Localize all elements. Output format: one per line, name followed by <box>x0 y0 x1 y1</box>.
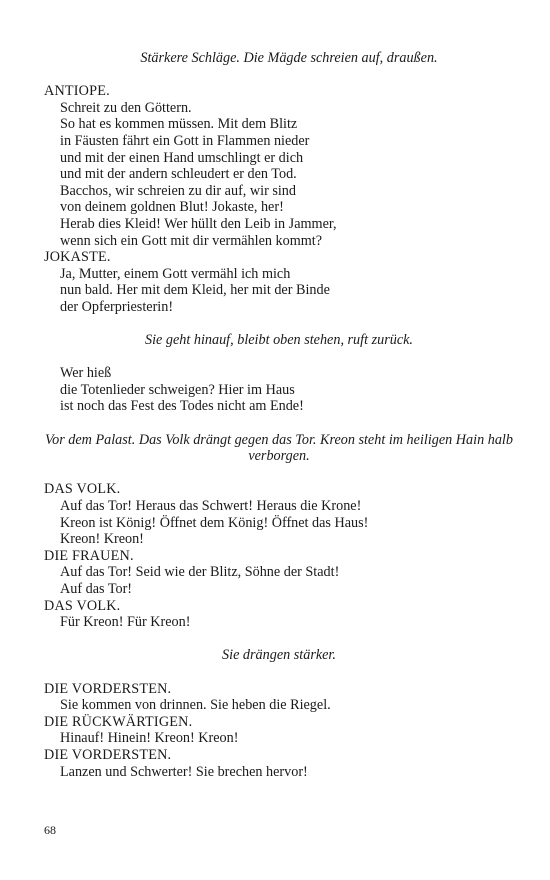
verse-line: Auf das Tor! <box>60 581 133 597</box>
speaker-die-frauen: DIE FRAUEN. <box>44 547 134 564</box>
verse-line: Schreit zu den Göttern. <box>60 99 192 116</box>
verse-line: Für Kreon! Für Kreon! <box>60 614 191 631</box>
verse-line: die Totenlieder schweigen? Hier im Haus <box>60 381 295 398</box>
spacer <box>44 316 514 333</box>
speaker-die-rueckwaertigen: DIE RÜCKWÄRTIGEN. <box>44 713 193 730</box>
verse-line: ist noch das Fest des Todes nicht am Ende! <box>60 398 304 415</box>
verse-line: Lanzen und Schwerter! Sie brechen hervor! <box>60 763 308 780</box>
verse-line: und mit der andern schleudert er den Tod. <box>60 166 297 183</box>
verse-line: Auf das Tor! Seid wie der Blitz, Söhne der Stadt! <box>60 564 340 581</box>
speaker-jokaste: JOKASTE. <box>44 249 111 266</box>
verse-line: Herab dies Kleid! Wer hüllt den Leib in Jammer, <box>60 215 337 232</box>
spacer <box>44 664 514 681</box>
stage-direction: Sie geht hinauf, bleibt oben stehen, ruft zurück. <box>145 332 413 349</box>
verse-line: Bacchos, wir schreien zu dir auf, wir sind <box>60 182 296 199</box>
speaker-die-vordersten: DIE VORDERSTEN. <box>44 680 172 697</box>
verse-line: Kreon! Kreon! <box>60 531 144 548</box>
verse-line: So hat es kommen müssen. Mit dem Blitz <box>60 116 298 133</box>
stage-direction-scene: Vor dem Palast. Das Volk drängt gegen das Tor. Kreon steht im heiligen Hain halb verborgen. <box>45 431 513 465</box>
page-number: 68 <box>44 823 56 837</box>
verse-line: Kreon ist König! Öffnet dem König! Öffnet das Haus! <box>60 514 369 531</box>
spacer <box>44 465 514 482</box>
verse-line: von deinem goldnen Blut! Jokaste, her! <box>60 199 284 216</box>
verse-line: nun bald. Her mit dem Kleid, her mit der Binde <box>60 282 330 299</box>
verse-line: wenn sich ein Gott mit dir vermählen kommt? <box>60 232 323 249</box>
verse-line: in Fäusten fährt ein Gott in Flammen nieder <box>60 132 310 149</box>
speaker-das-volk: DAS VOLK. <box>44 597 121 614</box>
spacer <box>44 415 514 432</box>
verse-line: Auf das Tor! Heraus das Schwert! Heraus die Krone! <box>60 498 362 515</box>
stage-direction: Stärkere Schläge. Die Mägde schreien auf, draußen. <box>140 50 438 66</box>
verse-line: und mit der einen Hand umschlingt er dich <box>60 149 304 166</box>
verse-line: Hinauf! Hinein! Kreon! Kreon! <box>60 730 239 747</box>
stage-direction: Sie drängen stärker. <box>222 647 336 664</box>
speaker-das-volk: DAS VOLK. <box>44 481 121 498</box>
verse-line: Wer hieß <box>60 365 112 382</box>
verse-line: Sie kommen von drinnen. Sie heben die Riegel. <box>60 697 331 714</box>
spacer <box>44 349 514 366</box>
spacer <box>44 631 514 648</box>
speaker-antiope: ANTIOPE. <box>44 83 110 100</box>
verse-line: der Opferpriesterin! <box>60 298 174 315</box>
play-text-page <box>44 50 514 780</box>
spacer <box>44 67 514 84</box>
speaker-die-vordersten: DIE VORDERSTEN. <box>44 746 172 763</box>
verse-line: Ja, Mutter, einem Gott vermähl ich mich <box>60 265 291 282</box>
